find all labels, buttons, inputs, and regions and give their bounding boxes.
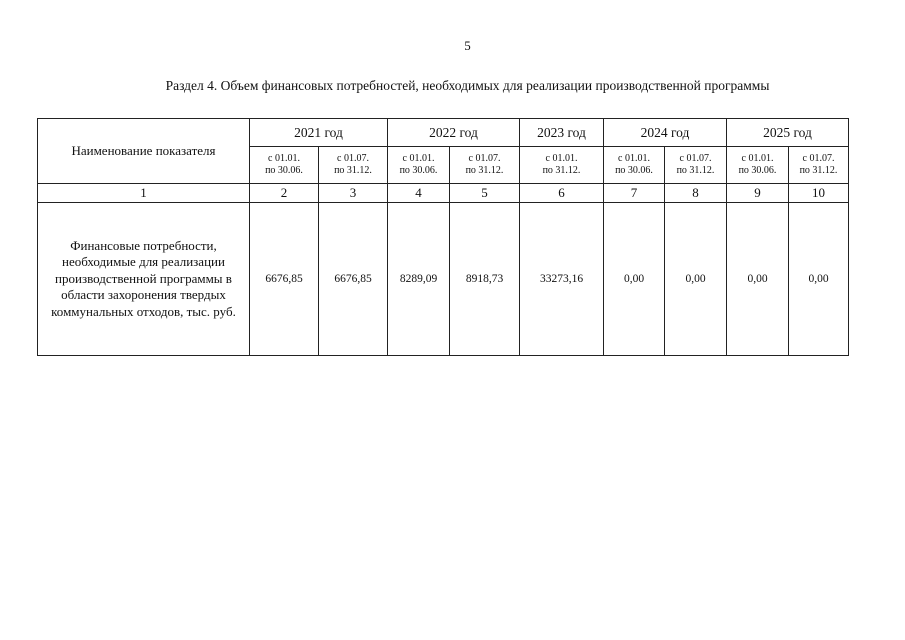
column-number: 4 [388,184,450,203]
value-cell: 8918,73 [450,203,520,356]
financial-needs-table [37,118,849,356]
period-header: с 01.01. по 30.06. [604,147,665,184]
period-header: с 01.01. по 30.06. [250,147,319,184]
period-header: с 01.01. по 31.12. [520,147,604,184]
year-header: 2025 год [727,119,849,147]
column-number: 5 [450,184,520,203]
section-title: Раздел 4. Объем финансовых потребностей, необходимых для реализации производственной программы [165,78,770,93]
page-number: 5 [464,38,471,53]
period-header: с 01.07. по 31.12. [665,147,727,184]
indicator-name-header: Наименование показателя [38,119,250,184]
year-header: 2024 год [604,119,727,147]
period-header: с 01.07. по 31.12. [789,147,849,184]
column-number: 1 [38,184,250,203]
year-header-row [38,119,849,147]
value-cell: 8289,09 [388,203,450,356]
column-number: 2 [250,184,319,203]
column-number-row [38,184,849,203]
year-header: 2023 год [520,119,604,147]
value-cell: 6676,85 [250,203,319,356]
value-cell: 33273,16 [520,203,604,356]
value-cell: 0,00 [789,203,849,356]
column-number: 3 [319,184,388,203]
period-header: с 01.07. по 31.12. [450,147,520,184]
table-row [38,203,849,356]
value-cell: 0,00 [727,203,789,356]
column-number: 6 [520,184,604,203]
year-header: 2021 год [250,119,388,147]
period-header: с 01.07. по 31.12. [319,147,388,184]
column-number: 8 [665,184,727,203]
period-header: с 01.01. по 30.06. [388,147,450,184]
column-number: 10 [789,184,849,203]
value-cell: 0,00 [665,203,727,356]
column-number: 7 [604,184,665,203]
value-cell: 6676,85 [319,203,388,356]
value-cell: 0,00 [604,203,665,356]
period-header: с 01.01. по 30.06. [727,147,789,184]
indicator-name: Финансовые потребности, необходимые для реализации производственной программы в области захоронения твердых коммунальных отходов, тыс. руб. [38,203,250,356]
year-header: 2022 год [388,119,520,147]
column-number: 9 [727,184,789,203]
